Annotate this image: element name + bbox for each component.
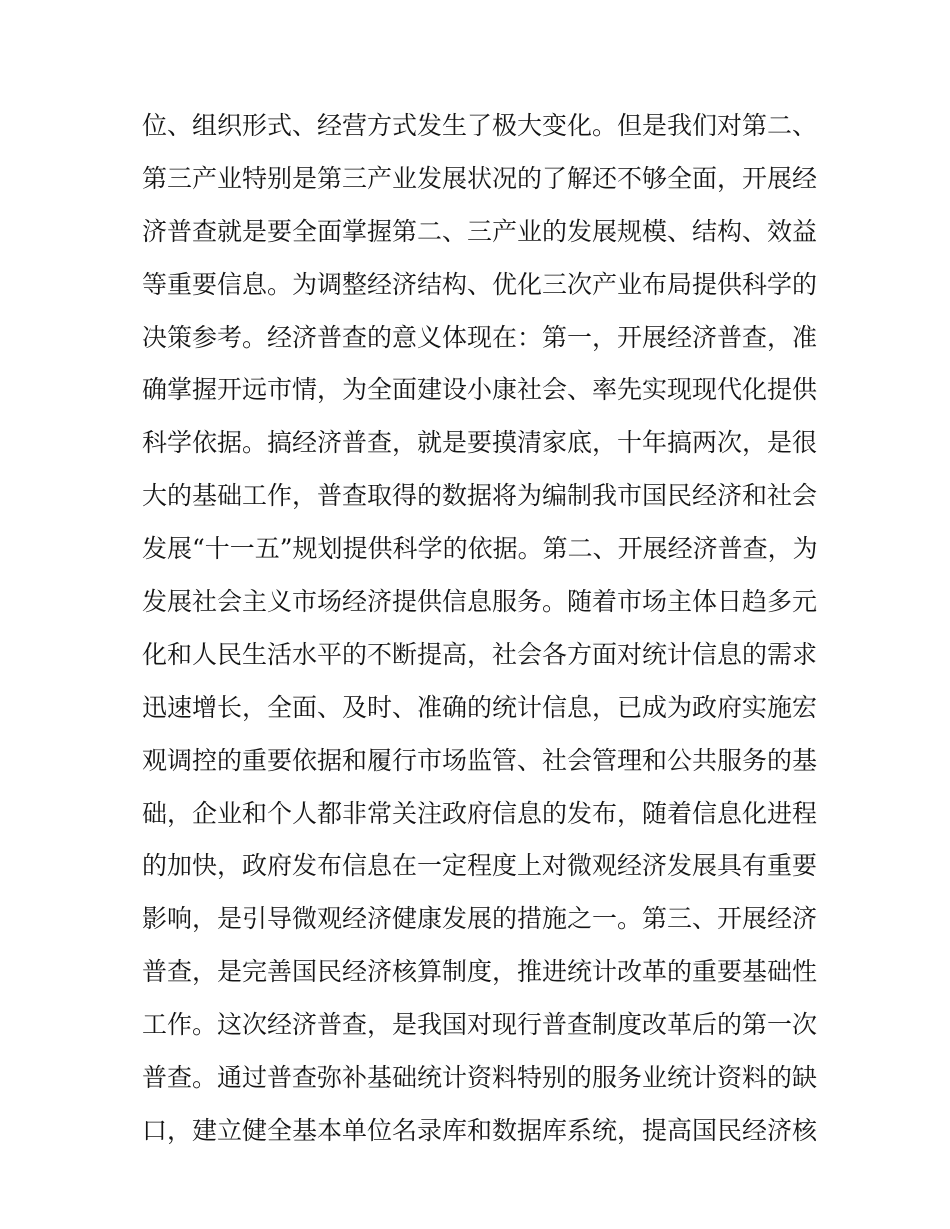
text-line: 位、组织形式、经营方式发生了极大变化。但是我们对第二、 xyxy=(142,111,818,140)
text-line: 工作。这次经济普查，是我国对现行普查制度改革后的第一次 xyxy=(142,1010,818,1040)
text-line: 发展“十一五”规划提供科学的依据。第二、开展经济普查，为 xyxy=(142,534,818,564)
text-line: 确掌握开远市情，为全面建设小康社会、率先实现现代化提供 xyxy=(142,375,818,405)
text-line: 影响，是引导微观经济健康发展的措施之一。第三、开展经济 xyxy=(142,904,818,934)
text-line: 决策参考。经济普查的意义体现在：第一，开展经济普查，准 xyxy=(142,322,818,352)
text-line: 观调控的重要依据和履行市场监管、社会管理和公共服务的基 xyxy=(142,745,818,775)
text-line: 化和人民生活水平的不断提高，社会各方面对统计信息的需求 xyxy=(142,639,818,669)
text-line: 第三产业特别是第三产业发展状况的了解还不够全面，开展经 xyxy=(142,163,818,193)
text-line: 大的基础工作，普查取得的数据将为编制我市国民经济和社会 xyxy=(142,481,818,511)
text-line: 科学依据。搞经济普查，就是要摸清家底，十年搞两次，是很 xyxy=(142,428,818,458)
text-line: 普查，是完善国民经济核算制度，推进统计改革的重要基础性 xyxy=(142,957,818,987)
text-line: 的加快，政府发布信息在一定程度上对微观经济发展具有重要 xyxy=(142,851,818,881)
text-line: 迅速增长，全面、及时、准确的统计信息，已成为政府实施宏 xyxy=(142,692,818,722)
text-line: 础，企业和个人都非常关注政府信息的发布，随着信息化进程 xyxy=(142,798,818,828)
body-paragraph xyxy=(142,100,822,1158)
text-line: 普查。通过普查弥补基础统计资料特别的服务业统计资料的缺 xyxy=(142,1063,818,1093)
text-line: 发展社会主义市场经济提供信息服务。随着市场主体日趋多元 xyxy=(142,587,818,617)
text-line: 口，建立健全基本单位名录库和数据库系统，提高国民经济核 xyxy=(142,1115,818,1145)
text-line: 等重要信息。为调整经济结构、优化三次产业布局提供科学的 xyxy=(142,269,818,299)
text-line: 济普查就是要全面掌握第二、三产业的发展规模、结构、效益 xyxy=(142,216,818,246)
